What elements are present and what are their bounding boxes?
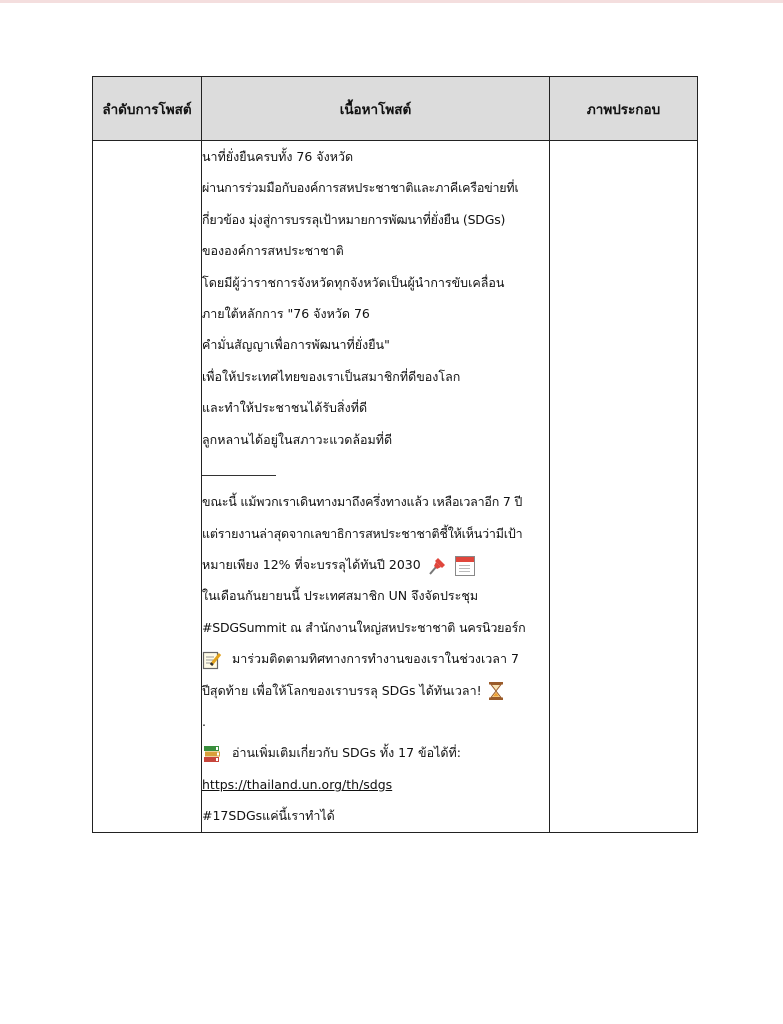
header-post-order: ลำดับการโพสต์ [93, 77, 202, 141]
top-edge-strip [0, 0, 783, 3]
content-line: ขององค์การสหประชาชาติ [202, 243, 344, 259]
illustration-cell [550, 141, 698, 833]
content-text: ปีสุดท้าย เพื่อให้โลกของเราบรรลุ SDGs ได้ทันเวลา! [202, 682, 482, 698]
books-icon [202, 744, 222, 764]
hourglass-icon [488, 681, 504, 701]
calendar-icon [455, 556, 475, 576]
content-line: ในเดือนกันยายนนี้ ประเทศสมาชิก UN จึงจัดประชุม [202, 588, 479, 604]
content-line: ขณะนี้ แม้พวกเราเดินทางมาถึงครึ่งทางแล้ว เหลือเวลาอีก 7 ปี [202, 494, 523, 510]
table-header-row [93, 77, 698, 141]
content-line: เพื่อให้ประเทศไทยของเราเป็นสมาชิกที่ดีของโลก [202, 368, 461, 384]
content-line: คำมั่นสัญญาเพื่อการพัฒนาที่ยั่งยืน" [202, 337, 390, 353]
separator-line [202, 455, 549, 486]
post-content-cell [202, 141, 550, 833]
content-text: อ่านเพิ่มเติมเกี่ยวกับ SDGs ทั้ง 17 ข้อได้ที่: [231, 745, 461, 761]
content-line: ภายใต้หลักการ "76 จังหวัด 76 [202, 305, 370, 321]
content-line: ลูกหลานได้อยู่ในสภาวะแวดล้อมที่ดี [202, 431, 393, 447]
content-text: มาร่วมติดตามทิศทางการทำงานของเราในช่วงเวลา 7 [231, 651, 519, 667]
content-line: ผ่านการร่วมมือกับองค์การสหประชาชาติและภาคีเครือข่ายที่เ [202, 180, 519, 196]
content-line: โดยมีผู้ว่าราชการจังหวัดทุกจังหวัดเป็นผู้นำการขับเคลื่อน [202, 274, 505, 290]
memo-icon [202, 650, 222, 670]
content-line: และทำให้ประชาชนได้รับสิ่งที่ดี [202, 400, 368, 416]
content-line: . [202, 714, 206, 730]
content-line: กี่ยวข้อง มุ่งสู่การบรรลุเป้าหมายการพัฒนาที่ยั่งยืน (SDGs) [202, 211, 506, 227]
content-line [202, 675, 549, 706]
content-line: แต่รายงานล่าสุดจากเลขาธิการสหประชาชาติชี้ให้เห็นว่ามีเป้า [202, 525, 523, 541]
content-line [202, 643, 549, 674]
content-line [202, 769, 549, 800]
post-content-table [92, 76, 698, 833]
content-line: #SDGSummit ณ สำนักงานใหญ่สหประชาชาติ นครนิวยอร์ก [202, 619, 526, 635]
sdgs-link[interactable]: https://thailand.un.org/th/sdgs [202, 776, 393, 792]
header-illustration: ภาพประกอบ [550, 77, 698, 141]
content-text: หมายเพียง 12% ที่จะบรรลุได้ทันปี 2030 [202, 557, 421, 573]
content-line: นาที่ยั่งยืนครบทั้ง 76 จังหวัด [202, 149, 354, 164]
content-line: #17SDGsแค่นี้เราทำได้ [202, 808, 335, 824]
content-line [202, 737, 549, 768]
post-order-cell [93, 141, 202, 833]
header-post-content: เนื้อหาโพสต์ [202, 77, 550, 141]
pushpin-icon [427, 556, 447, 576]
table-row [93, 141, 698, 833]
content-line [202, 549, 549, 580]
